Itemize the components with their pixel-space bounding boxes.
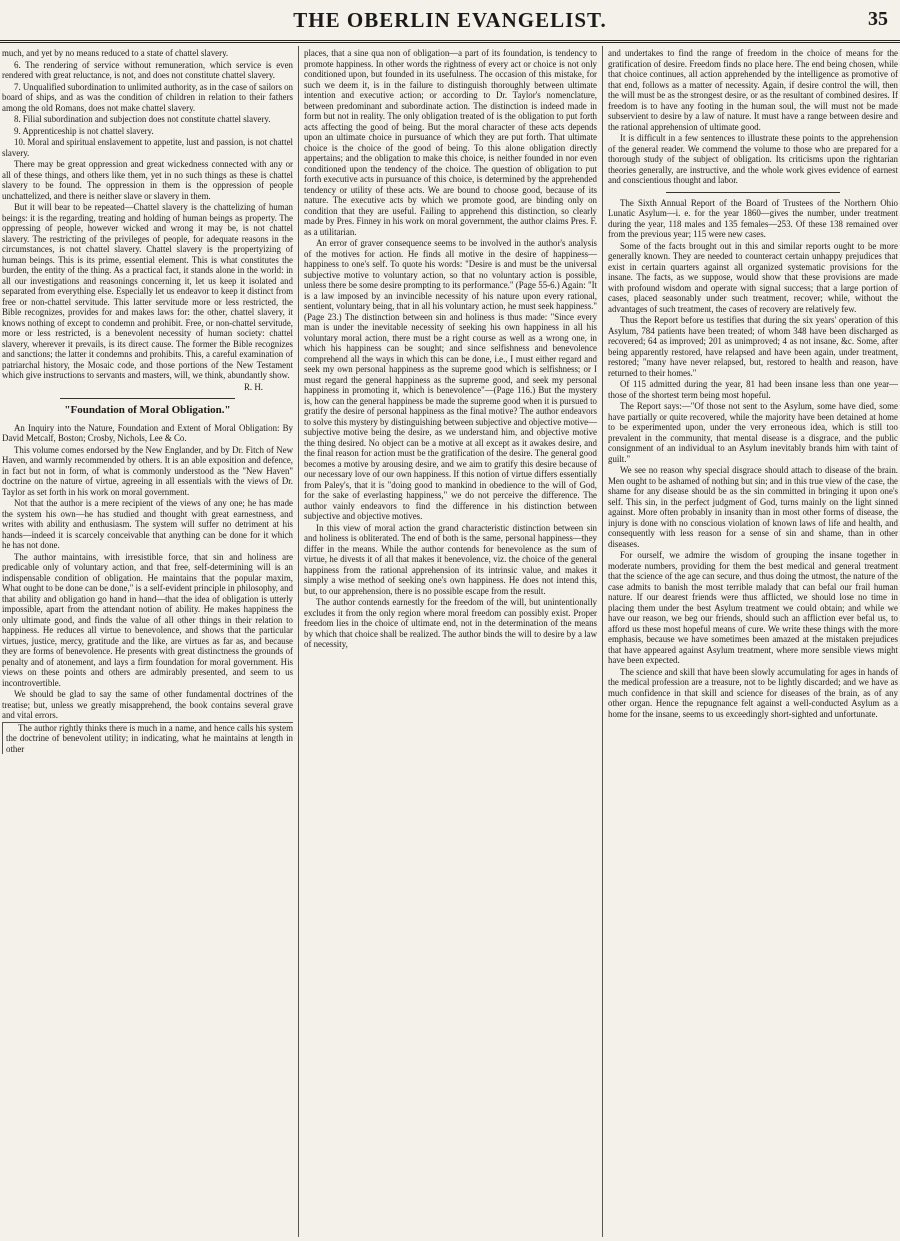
list-item-10: 10. Moral and spiritual enslavement to appetite, lust and passion, is not chattel slavery. [2, 137, 293, 158]
paragraph: Thus the Report before us testifies that during the six years' operation of this Asylum, 784 patients have been treated; of whom 348 have been discharged as recovered; 64 as improved; 201 as unimproved; 4 as not insane, &c. Some, after being apparently restored, have relapsed and have been again, under treatment, restored; "many have never relapsed, but, restored to health and reason, have returned to their homes." [608, 315, 898, 378]
section-divider [60, 398, 235, 399]
article-heading: "Foundation of Moral Obligation." [64, 404, 231, 416]
paragraph: There may be great oppression and great wickedness connected with any or all of these things, and others like them, yet in no such things as these is chattel slavery to be found. The oppression in them is the oppression of people unchattelized, and there is neither slave or slavery in them. [2, 159, 293, 201]
paragraph: Some of the facts brought out in this and similar reports ought to be more generally known. They are needed to counteract certain unhappy prejudices that exist in certain quarters against all organized systematic provisions for the insane. The facts, as we suppose, would show that these provisions are made with profound wisdom and operate with signal success; that a large portion of cases, placed seasonably under such treatment, recover; while, without the advantages of such treatment, the cases of recovery are relatively few. [608, 240, 898, 314]
column-rule-2 [602, 46, 603, 1237]
book-title: An Inquiry into the Nature, Foundation and Extent of Moral Obligation: By David Metcalf, Boston; Crosby, Nichols, Lee & Co. [2, 422, 293, 444]
paragraph: places, that a sine qua non of obligation—a part of its foundation, is tendency to promote happiness. In other words the rightness of every act or choice is not only conditioned upon, but founded in its usefulness. The occasion of this mistake, for such we deem it, is in the failure to distinguish thoroughly between ultimate intention and executive action; or according to Dr. Taylor's nomenclature, between predominant and subordinate action. The distinction is indeed made in form but not in reality. The only obligation treated of is the obligation to put forth acts affecting the good of being. But the moral character of these acts depends upon an ultimate choice in pursuance of which they are put forth. That ultimate choice is the choice of the good of being. To this alone obligation directly appertains; and the obligation to make this choice, is neither founded in nor even conditioned upon the tendency of the choice. The question of obligation to put forth executive acts in pursuance of this choice, is determined by the apprehended tendency or utility of these acts. We are bound to choose good, because of its nature. The executive acts by which we promote good, are binding only on condition that they are useful. Failing to apprehend this distinction, so clearly made by Pres. Finney in his work on moral government, the author claims Pres. F. as a utilitarian. [304, 48, 597, 237]
page-number: 35 [868, 8, 888, 30]
paragraph: We should be glad to say the same of other fundamental doctrines of the treatise; but, unless we greatly misapprehend, the book contains several grave and vital errors. [2, 689, 293, 721]
column-3 [608, 48, 898, 1237]
paragraph: For ourself, we admire the wisdom of grouping the insane together in moderate numbers, providing for them the best medical and general treatment that the science of the age can secure, and thus doing the utmost, the nature of the case admits to banish the most terrible malady that can befal our frail human nature. If our dearest friends were thus afflicted, we should lose no time in placing them under the best Asylum treatment we could obtain; and while we have our reason, we beg our friends, should such an affliction ever befal us, to afford us these most hopeful means of cure. We write these things with the more emphasis, because we have sometimes been amazed at the mistaken prejudices that have appeared against Asylum treatment, where more sensible views might have been expected. [608, 550, 898, 665]
author-signature: R. H. [244, 381, 263, 392]
column-1 [2, 48, 293, 1237]
paragraph: The science and skill that have been slowly accumulating for ages in hands of the medical profession are a treasure, not to be lightly discarded; and we have as much confidence in that skill and science for diseases of the brain, as of any other organ. Hence the repugnance felt against a well-conducted Asylum as a home for the insane, seems to us exceedingly short-sighted and unfortunate. [608, 666, 898, 719]
paragraph: The author contends earnestly for the freedom of the will, but unintentionally excludes it from the only region where moral freedom can possibly exist. Proper freedom lies in the choice of ultimate end, not in the determination of the means by which that choice shall be realized. The author binds the will to desire by a law of necessity, [304, 597, 597, 649]
paragraph: We see no reason why special disgrace should attach to disease of the brain. Men ought to be ashamed of nothing but sin; and in this true view of the case, the shame for any disease should be as the sin committed in bringing it upon one's self. This sin, in the perfect judgment of God, turns mainly on the light sinned against. More often probably in insanity than in most other forms of disease, the injury is done with no conscious violation of known laws of life and health, and consequently with less reason for a sense of sin and shame, than in other diseases. [608, 465, 898, 549]
paragraph: The author rightly thinks there is much in a name, and hence calls his system the doctrine of benevolent utility; in indicating, what he maintains at length in other [2, 722, 293, 755]
section-divider [666, 192, 840, 193]
paragraph: and undertakes to find the range of freedom in the choice of means for the gratification of desire. Freedom finds no place here. The end being chosen, while that choice continues, all action apprehended by the intelligence as promotive of that end, follows as a matter of necessity. Again, if desire control the will, then the will must be as the strongest desire, or as the resultant of combined desires. If freedom is to have any footing in the human soul, the will must not be made subservient to desire by a law of nature. It must have a range between desire and the rational apprehension of ultimate good. [608, 48, 898, 132]
paragraph: In this view of moral action the grand characteristic distinction between sin and holiness is obliterated. The end of both is the same, personal happiness—they differ in the means. While the author contends for benevolence as the sum of virtue, he divests it of all that makes it benevolence, viz. the choice of the general happiness from the rational apprehension of its intrinsic value, and makes it simply a wise method of seeking one's own happiness. He does not intend this, but, to our apprehension, there is no possible escape from the result. [304, 522, 597, 596]
list-item-9: 9. Apprenticeship is not chattel slavery. [14, 125, 154, 136]
list-item-6: 6. The rendering of service without remuneration, which service is even rendered with great reluctance, is not, and does not constitute chattel slavery. [2, 59, 293, 80]
paragraph: This volume comes endorsed by the New Englander, and by Dr. Fitch of New Haven, and warmly recommended by others. It is an able exposition and defence, in fact but not in form, of what is commonly understood as the "New Haven" doctrine on the nature of virtue, agreeing in all essentials with the views of Dr. Taylor as set forth in his work on moral government. [2, 444, 293, 497]
paragraph: But it will bear to be repeated—Chattel slavery is the chattelizing of human beings: it is the regarding, treating and holding of human beings as property. The oppressing of people, however wicked and wrong it may be, is not chattel slavery. The restricting of the privileges of people, for adequate reasons in the circumstances, is not chattel slavery. Chattel slavery is the propertyizing of human beings. This is its prime, essential element. This is what constitutes the burden, the entity of the thing. As a practical fact, it stands alone in the world: in all our investigations and reasonings concerning it, let us keep it isolated and separated from everything else. Especially let us endeavor to keep it distinct from free or non-chattel servitude. This latter servitude more or less restricted, the Bible recognizes, provides for and makes laws for: the other, chattel slavery, it knows nothing of except to condemn and prohibit. Free, or non-chattel servitude, more or less restricted, is a benevolent necessity of human society: chattel slavery, wherever it prevails, is its direct cause. The former the Bible recognizes and sanctions; the latter it condemns and prohibits. This, a careful examination of patriarchal history, the Mosaic code, and those portions of the New Testament which give instructions to servants and masters, will, we think, abundantly show. [2, 202, 293, 380]
paragraph: It is difficult in a few sentences to illustrate these points to the apprehension of the general reader. We commend the volume to those who are prepared for a thorough study of the subject of obligation. Its criticisms upon the rightarian theories generally, are instructive, and the whole work gives evidence of earnest and conscientious thought and labor. [608, 133, 898, 185]
paragraph: The author maintains, with irresistible force, that sin and holiness are predicable only of voluntary action, and that free, self-determining will is an indispensable condition of obligation. He maintains that the popular maxim, What ought to be done can be done," is a self-evident principle in philosophy, and that ability and obligation go hand in hand—that the idea of obligation is utterly impossible, apart from the attendant notion of ability. He makes happiness the only ultimate good, and finds the value of all other things in their relation to happiness. He reduces all virtue to benevolence, and shows that the particular virtues, justice, mercy, gratitude and the like, are virtues as far as, and because they are forms of benevolence. He presents with great distinctness the grounds of penalty and of atonement, and lays a firm foundation for moral government. His views on these points and others are admirably presented, and seem to us incontrovertible. [2, 551, 293, 688]
paragraph: Not that the author is a mere recipient of the views of any one; he has made the system his own—he has studied and thought with great earnestness, and writes with ability and enthusiasm. The system will suffer no detriment at his hands—indeed it is scarcely conceivable that anything can be done for it which he has not done. [2, 498, 293, 551]
paragraph: An error of graver consequence seems to be involved in the author's analysis of the motives for action. He finds all motive in the desire of happiness—happiness to one's self. To quote his words: "Desire is and must be the universal subjective motive to voluntary action, so that no voluntary action is possible, unless there be some desire prompting to its performance." (Page 55-6.) Again: "It is a law imposed by an invincible necessity of his nature upon every rational, sentient, voluntary being, that in all his voluntary action, he must seek happiness." (Page 23.) The distinction between sin and holiness is thus made: "Since every man is under the inevitable necessity of seeking his own happiness in all his voluntary moral action, there must be a right course as well as a wrong one, in which his happiness can be sought; and since selfishness and benevolence comprehend all the ways in which this can be done, i.e., I must either regard and seek my own personal happiness as the supreme good which is selfishness; or I must regard the general happiness as the supreme good, and seek my personal happiness in promoting it, which is benevolence"—(Page 116.) But the mystery is, how can the general happiness be made the supreme good when it is pursued to gratify the desire of personal happiness as the final motive? The author endeavors to solve this mystery by distinguishing between subjective and objective motive—subjective motive being the desire, as we understand him, and objective motive the thing desired. No object can be a motive at all except as it awakes desire, and the final reason for action must be the gratification of the desire. The general good becomes a motive by arousing desire, and we aim to gratify this desire because of our necessary love of our own happiness. If this notion of virtue differs essentially from Paley's, that it is "doing good to mankind in obedience to the will of God, for the sake of everlasting happiness," we do not perceive the difference. The author vainly endeavors to find the difference in his distinction between subjective and objective motives. [304, 238, 597, 521]
column-1-intro: much, and yet by no means reduced to a state of chattel slavery. [2, 48, 229, 58]
newspaper-title: THE OBERLIN EVANGELIST. [293, 8, 607, 32]
column-rule-1 [298, 46, 299, 1237]
paragraph: The Report says:—"Of those not sent to the Asylum, some have died, some have partially or quite recovered, while the majority have been detained at home to be experimented upon, under the very erroneous idea, which is still too prevalent in the community, that mental disease is a disgrace, and the public consignment of an individual to an Asylum inevitably brands him with taint of guilt." [608, 401, 898, 464]
masthead [0, 0, 900, 43]
paragraph: The Sixth Annual Report of the Board of Trustees of the Northern Ohio Lunatic Asylum—i. e. for the year 1860—gives the number, under treatment during the year, 118 males and 135 females—253. Of these 138 remained over from the previous year; 115 were new cases. [608, 197, 898, 239]
list-item-7: 7. Unqualified subordination to unlimited authority, as in the case of sailors on board of ships, and as was the condition of children in relation to their fathers among the old Romans, does not make chattel slavery. [2, 81, 293, 113]
column-2 [304, 48, 597, 1237]
list-item-8: 8. Filial subordination and subjection does not constitute chattel slavery. [14, 114, 271, 124]
paragraph: Of 115 admitted during the year, 81 had been insane less than one year—those of the shortest term being most hopeful. [608, 379, 898, 400]
